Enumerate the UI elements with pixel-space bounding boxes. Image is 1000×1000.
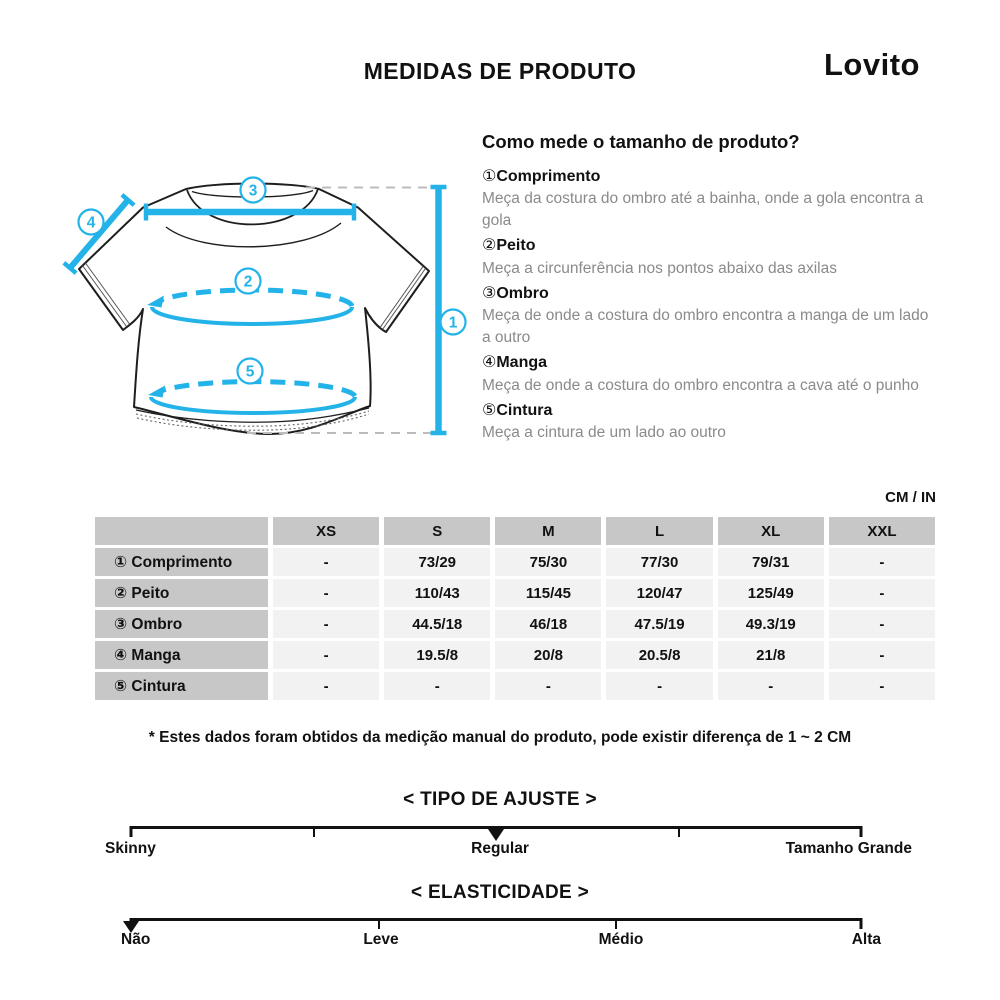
elasticity-label-nao: Não bbox=[121, 931, 151, 948]
table-cell: - bbox=[495, 672, 601, 700]
fit-tick-end bbox=[860, 826, 863, 837]
table-cell: 47.5/19 bbox=[606, 610, 712, 638]
table-cell: 21/8 bbox=[718, 641, 824, 669]
elasticity-tick-end bbox=[860, 918, 863, 929]
table-cell: - bbox=[829, 672, 935, 700]
elasticity-label-medio: Médio bbox=[598, 931, 644, 948]
col-header-m: M bbox=[495, 517, 601, 545]
callout-4 bbox=[79, 210, 104, 235]
guide-term-comprimento bbox=[482, 166, 960, 188]
term-label: Ombro bbox=[496, 284, 549, 302]
table-cell: - bbox=[606, 672, 712, 700]
tshirt-measurement-diagram bbox=[55, 155, 475, 465]
table-cell: - bbox=[273, 548, 379, 576]
table-cell: - bbox=[829, 548, 935, 576]
row-label-peito: ② Peito bbox=[95, 579, 268, 607]
elasticity-label-alta: Alta bbox=[851, 931, 881, 948]
fit-tick-quarter bbox=[313, 826, 315, 837]
elasticity-scale-line bbox=[131, 918, 861, 921]
callout-1 bbox=[441, 310, 466, 335]
table-cell: - bbox=[829, 641, 935, 669]
circled-number: ⑤ bbox=[482, 401, 497, 419]
guide-desc-peito: Meça a circunferência nos pontos abaixo das axilas bbox=[482, 259, 837, 277]
guide-term-peito bbox=[482, 235, 960, 257]
table-cell: 20/8 bbox=[495, 641, 601, 669]
circled-number: ① bbox=[482, 168, 497, 185]
table-cell: 79/31 bbox=[718, 548, 824, 576]
table-cell: 115/45 bbox=[495, 579, 601, 607]
table-cell: 73/29 bbox=[384, 548, 490, 576]
measurement-disclaimer: * Estes dados foram obtidos da medição manual do produto, pode existir diferença de 1 ~ 2 CM bbox=[148, 729, 852, 746]
fit-label-tamanho-grande: Tamanho Grande bbox=[785, 840, 912, 857]
circled-number: ② bbox=[482, 237, 497, 255]
guide-desc-ombro: Meça de onde a costura do ombro encontra a manga de um lado a outro bbox=[482, 307, 929, 347]
svg-text:5: 5 bbox=[245, 363, 255, 381]
col-header-xl: XL bbox=[718, 517, 824, 545]
elasticity-label-leve: Leve bbox=[363, 931, 399, 948]
term-label: Comprimento bbox=[496, 168, 601, 185]
size-table bbox=[95, 517, 935, 700]
guide-term-ombro bbox=[482, 283, 960, 305]
svg-text:1: 1 bbox=[448, 314, 458, 332]
table-cell: 110/43 bbox=[384, 579, 490, 607]
col-header-l: L bbox=[606, 517, 712, 545]
circled-number: ③ bbox=[482, 284, 497, 302]
table-cell: 20.5/8 bbox=[606, 641, 712, 669]
page-title: MEDIDAS DE PRODUTO bbox=[363, 58, 637, 84]
table-cell: 19.5/8 bbox=[384, 641, 490, 669]
row-label-ombro: ③ Ombro bbox=[95, 610, 268, 638]
table-cell: 49.3/19 bbox=[718, 610, 824, 638]
term-label: Manga bbox=[496, 354, 548, 372]
callout-2 bbox=[236, 269, 261, 294]
guide-term-cintura bbox=[482, 400, 960, 422]
table-cell: 77/30 bbox=[606, 548, 712, 576]
table-cell: 46/18 bbox=[495, 610, 601, 638]
term-label: Peito bbox=[496, 237, 536, 255]
elasticity-tick-leve bbox=[378, 918, 380, 929]
unit-label: CM / IN bbox=[885, 489, 936, 506]
svg-text:3: 3 bbox=[248, 182, 258, 200]
brand-logo: Lovito bbox=[824, 47, 920, 82]
col-header-xxl: XXL bbox=[829, 517, 935, 545]
table-cell: - bbox=[273, 610, 379, 638]
row-label-cintura: ⑤ Cintura bbox=[95, 672, 268, 700]
fit-tick-threequarter bbox=[678, 826, 680, 837]
table-cell: - bbox=[718, 672, 824, 700]
term-label: Cintura bbox=[496, 401, 553, 419]
measure-guide bbox=[482, 131, 960, 444]
tshirt-outline bbox=[79, 184, 429, 435]
table-cell: - bbox=[829, 579, 935, 607]
fit-tick-start bbox=[130, 826, 133, 837]
fit-label-regular: Regular bbox=[471, 840, 529, 857]
fit-scale-title: < TIPO DE AJUSTE > bbox=[403, 789, 597, 810]
table-cell: - bbox=[829, 610, 935, 638]
table-cell: 75/30 bbox=[495, 548, 601, 576]
row-label-manga: ④ Manga bbox=[95, 641, 268, 669]
table-cell: - bbox=[273, 672, 379, 700]
table-cell: 125/49 bbox=[718, 579, 824, 607]
callout-3 bbox=[241, 178, 266, 203]
table-cell: 120/47 bbox=[606, 579, 712, 607]
guide-desc-manga: Meça de onde a costura do ombro encontra a cava até o punho bbox=[482, 376, 919, 394]
fit-scale-line bbox=[131, 826, 861, 829]
callout-5 bbox=[238, 359, 263, 384]
svg-text:4: 4 bbox=[86, 214, 96, 232]
table-cell: - bbox=[384, 672, 490, 700]
guide-desc-cintura: Meça a cintura de um lado ao outro bbox=[482, 423, 726, 441]
col-header-empty bbox=[95, 517, 268, 545]
col-header-s: S bbox=[384, 517, 490, 545]
elasticity-tick-medio bbox=[615, 918, 617, 929]
circled-number: ④ bbox=[482, 354, 497, 372]
guide-desc-comprimento: Meça da costura do ombro até a bainha, onde a gola encontra a gola bbox=[482, 190, 924, 230]
table-cell: - bbox=[273, 641, 379, 669]
col-header-xs: XS bbox=[273, 517, 379, 545]
table-cell: - bbox=[273, 579, 379, 607]
svg-text:2: 2 bbox=[243, 273, 253, 291]
guide-term-manga bbox=[482, 352, 960, 374]
guide-heading: Como mede o tamanho de produto? bbox=[482, 131, 800, 152]
row-label-comprimento: ① Comprimento bbox=[95, 548, 268, 576]
elasticity-scale-title: < ELASTICIDADE > bbox=[411, 882, 589, 903]
table-cell: 44.5/18 bbox=[384, 610, 490, 638]
fit-label-skinny: Skinny bbox=[105, 840, 156, 857]
